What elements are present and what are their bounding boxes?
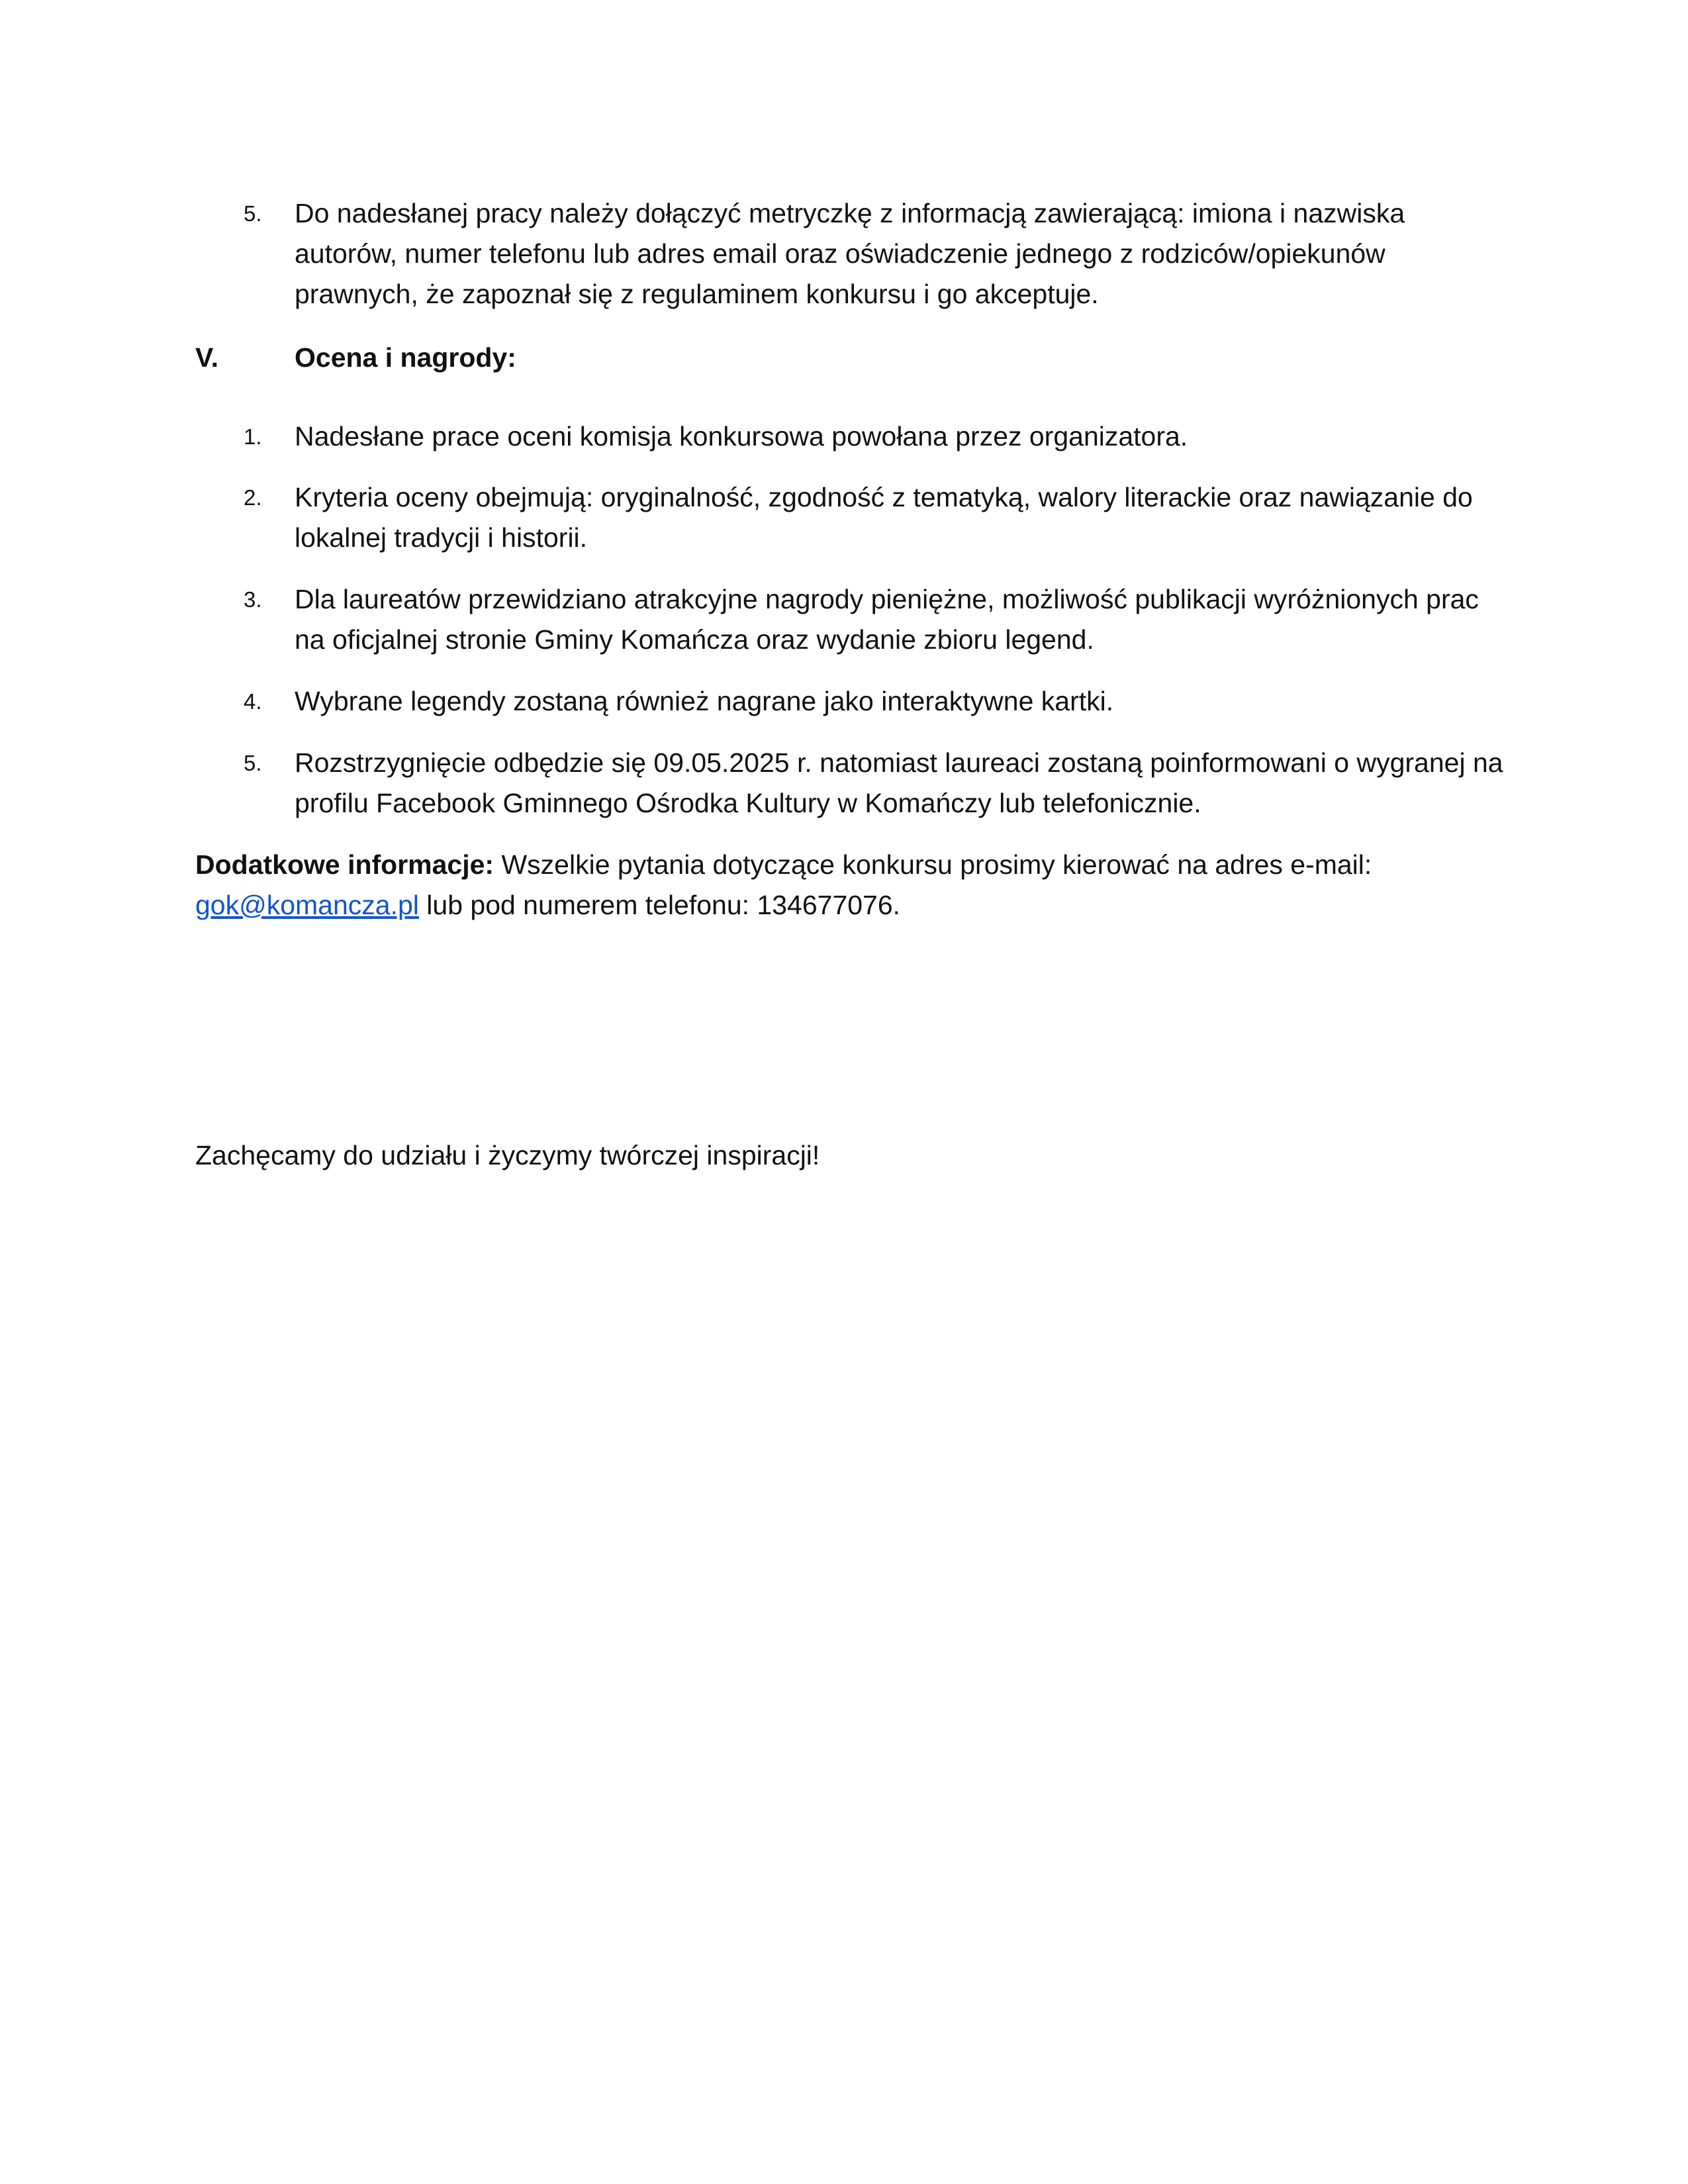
list-item-text: Wybrane legendy zostaną również nagrane jako interaktywne kartki. — [295, 686, 1114, 716]
additional-info-label: Dodatkowe informacje: — [195, 849, 494, 880]
list-item-text: Nadesłane prace oceni komisja konkursowa powołana przez organizatora. — [295, 421, 1188, 451]
section-title: Ocena i nagrody: — [295, 342, 516, 373]
list-item-number: 4. — [244, 689, 262, 714]
list-item-number: 5. — [244, 201, 262, 226]
closing-text: Zachęcamy do udziału i życzymy twórczej inspiracji! — [195, 1140, 820, 1170]
email-link[interactable]: gok@komancza.pl — [195, 890, 419, 920]
additional-info-text: Wszelkie pytania dotyczące konkursu prosimy kierować na adres e-mail: — [494, 849, 1372, 880]
list-item-number: 1. — [244, 424, 262, 449]
list-item-number: 2. — [244, 485, 262, 510]
list-item-number: 3. — [244, 587, 262, 612]
additional-info — [195, 845, 1506, 926]
additional-info-phone-text: lub pod numerem telefonu: 134677076. — [418, 890, 901, 920]
list-item-text: Kryteria oceny obejmują: oryginalność, zgodność z tematyką, walory literackie oraz nawiązanie do lokalnej tradycji i historii. — [295, 482, 1473, 553]
list-item-text: Do nadesłanej pracy należy dołączyć metryczkę z informacją zawierającą: imiona i nazwiska autorów, numer telefonu lub adres email oraz oświadczenie jednego z rodziców/opiekunów prawnych, że zapoznał się z regulaminem konkursu i go akceptuje. — [295, 198, 1405, 309]
list-item-text: Rozstrzygnięcie odbędzie się 09.05.2025 r. natomiast laureaci zostaną poinformowani o wygranej na profilu Facebook Gminnego Ośrodka Kultury w Komańczy lub telefonicznie. — [295, 747, 1503, 818]
section-numeral: V. — [195, 342, 218, 373]
list-item-number: 5. — [244, 751, 262, 775]
list-item-text: Dla laureatów przewidziano atrakcyjne nagrody pieniężne, możliwość publikacji wyróżnionych prac na oficjalnej stronie Gminy Komańcza oraz wydanie zbioru legend. — [295, 584, 1479, 655]
